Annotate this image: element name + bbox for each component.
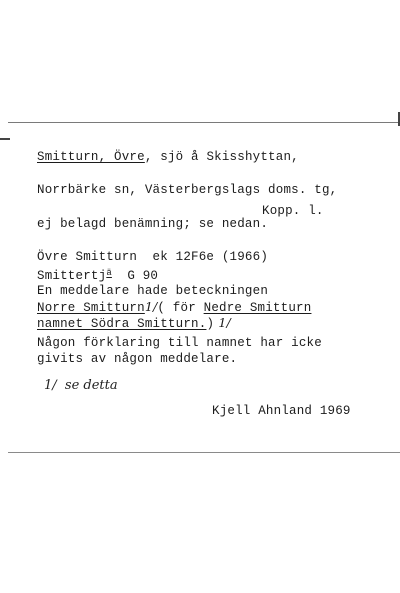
variant-name: Smittertj [37,269,107,283]
line-status: ej belagd benämning; se nedan. [37,217,269,231]
right-edge-mark [392,112,400,126]
line-names [37,300,311,315]
line-explanation-2: givits av någon meddelare. [37,352,238,366]
variant-superscript: ä [106,268,112,278]
line-explanation: Någon förklaring till namnet har icke [37,336,322,350]
names-connector: ( för [157,301,204,315]
card-bottom-edge [8,452,400,453]
footnote-mark-1: 1/ [144,299,158,314]
line-informant: En meddelare hade beteckningen [37,284,269,298]
names-prefix: namnet [37,317,91,331]
signature: Kjell Ahnland 1969 [212,404,351,418]
line-variant [37,266,158,283]
place-name-rest: , sjö å Skisshyttan, [144,150,299,164]
map-reference: Kopp. l. [262,204,324,218]
card-top-edge [8,122,400,123]
place-name: Smitturn, Övre [37,150,145,164]
line-names-2 [37,316,231,331]
name-norre: Norre Smitturn [37,301,145,315]
name-sodra: Södra Smitturn. [90,317,207,331]
note-text: se detta [64,378,118,393]
line-parish: Norrbärke sn, Västerbergslags doms. tg, [37,183,338,197]
name-nedre: Nedre Smitturn [203,301,312,315]
note-mark: 1/ [44,378,57,393]
line-map-entry: Övre Smitturn ek 12F6e (1966) [37,250,269,264]
footnote-mark-2: 1/ [214,315,231,330]
handwritten-note [44,378,118,393]
names-close: ) [206,317,215,331]
line-place-name [37,150,299,164]
variant-code: G 90 [111,269,159,283]
left-edge-mark [0,138,10,140]
